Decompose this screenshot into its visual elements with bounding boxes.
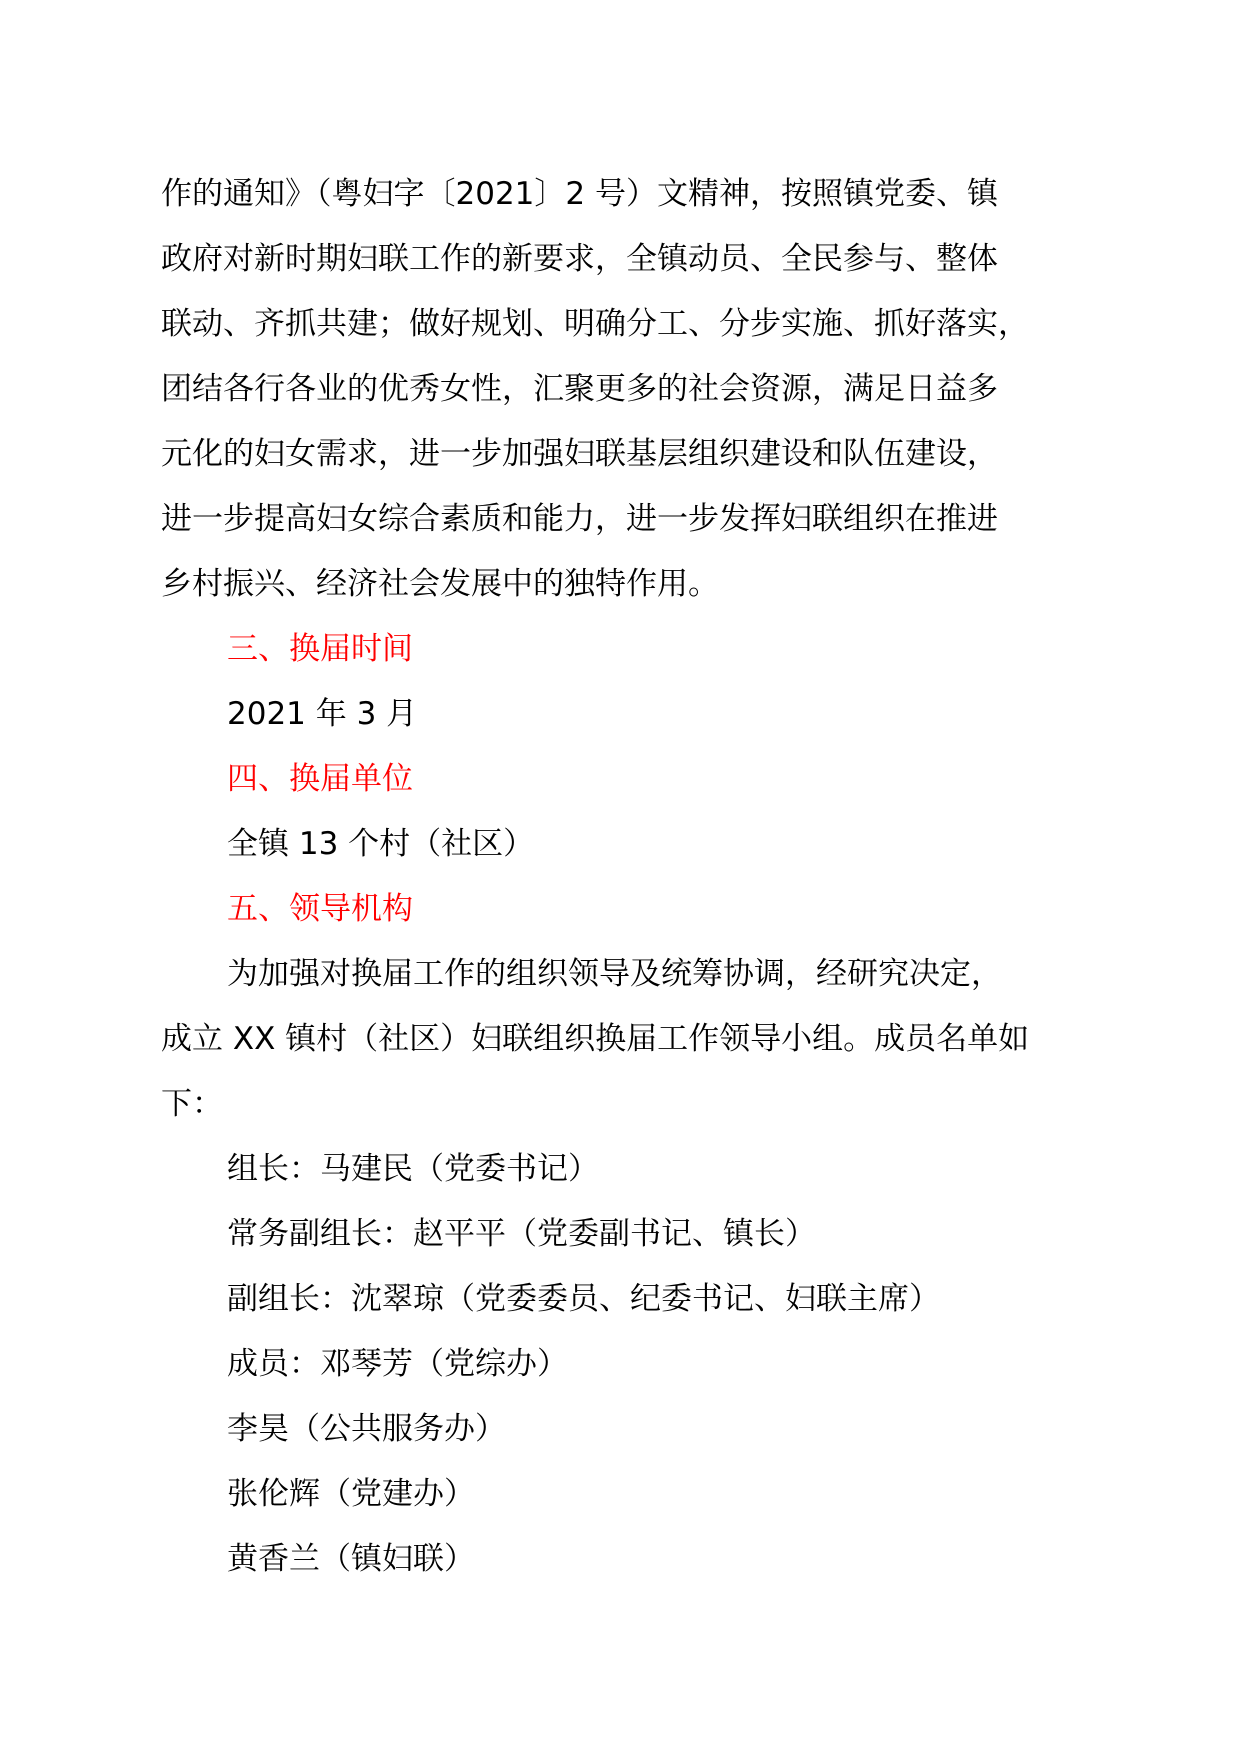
intro-line: 联动、齐抓共建；做好规划、明确分工、分步实施、抓好落实， <box>161 306 1029 342</box>
section-5-heading: 五、领导机构 <box>227 891 413 927</box>
section-3-heading: 三、换届时间 <box>227 631 413 667</box>
intro-line: 作的通知》（粤妇字〔2021〕2 号）文精神，按照镇党委、镇 <box>161 176 998 212</box>
member-item: 张伦辉（党建办） <box>227 1476 475 1512</box>
section-3-text: 2021 年 3 月 <box>227 696 418 732</box>
intro-line: 进一步提高妇女综合素质和能力，进一步发挥妇联组织在推进 <box>161 501 998 537</box>
member-item: 李昊（公共服务办） <box>227 1411 506 1447</box>
member-item: 成员：邓琴芳（党综办） <box>227 1346 568 1382</box>
member-deputy: 副组长：沈翠琼（党委委员、纪委书记、妇联主席） <box>227 1281 940 1317</box>
intro-line: 乡村振兴、经济社会发展中的独特作用。 <box>161 566 719 602</box>
section-4-text: 全镇 13 个村（社区） <box>227 826 535 862</box>
intro-line: 元化的妇女需求，进一步加强妇联基层组织建设和队伍建设， <box>161 436 998 472</box>
member-item: 黄香兰（镇妇联） <box>227 1541 475 1577</box>
intro-line: 团结各行各业的优秀女性，汇聚更多的社会资源，满足日益多 <box>161 371 998 407</box>
section-5-paragraph-line: 下： <box>161 1086 223 1122</box>
intro-line: 政府对新时期妇联工作的新要求，全镇动员、全民参与、整体 <box>161 241 998 277</box>
section-5-paragraph-line: 为加强对换届工作的组织领导及统筹协调，经研究决定， <box>227 956 1002 992</box>
member-leader: 组长：马建民（党委书记） <box>227 1151 599 1187</box>
member-executive-deputy: 常务副组长：赵平平（党委副书记、镇长） <box>227 1216 816 1252</box>
document-body <box>161 162 1121 1592</box>
section-5-paragraph-line: 成立 XX 镇村（社区）妇联组织换届工作领导小组。成员名单如 <box>161 1021 1030 1057</box>
section-4-heading: 四、换届单位 <box>227 761 413 797</box>
